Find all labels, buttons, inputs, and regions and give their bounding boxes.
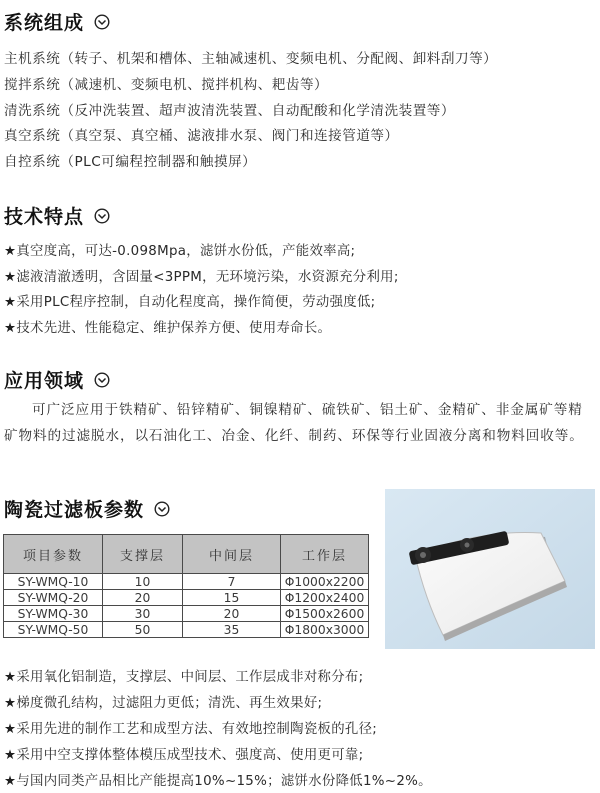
star-icon: ★ <box>4 321 17 336</box>
table-cell: 50 <box>103 622 183 638</box>
table-cell: SY-WMQ-30 <box>4 606 103 622</box>
system-line: 清洗系统（反冲洗装置、超声波清洗装置、自动配酸和化学清洗装置等） <box>4 103 455 119</box>
ceramic-feature: ★采用中空支撑体整体模压成型技术、强度高、使用更可靠; <box>4 748 364 763</box>
tech-item: ★滤液清澈透明，含固量<3PPM，无环境污染，水资源充分利用; <box>4 270 399 285</box>
table-cell: 10 <box>103 574 183 590</box>
section-title-text: 应用领域 <box>4 370 85 392</box>
star-icon: ★ <box>4 722 17 737</box>
star-icon: ★ <box>4 295 17 310</box>
table-cell: 15 <box>183 590 281 606</box>
section-title-system <box>4 8 110 35</box>
table-cell: SY-WMQ-50 <box>4 622 103 638</box>
system-line: 搅拌系统（减速机、变频电机、搅拌机构、耙齿等） <box>4 77 329 93</box>
star-icon: ★ <box>4 270 17 285</box>
star-icon: ★ <box>4 670 17 685</box>
table-cell: 30 <box>103 606 183 622</box>
table-cell: Φ1000x2200 <box>281 574 369 590</box>
table-header-row <box>4 535 369 574</box>
tech-item: ★真空度高，可达-0.098Mpa，滤饼水份低，产能效率高; <box>4 244 356 259</box>
table-cell: Φ1800x3000 <box>281 622 369 638</box>
ceramic-feature: ★采用氧化铝制造，支撑层、中间层、工作层成非对称分布; <box>4 670 364 685</box>
ceramic-filter-plate-image <box>385 489 595 649</box>
section-title-text: 系统组成 <box>4 12 85 34</box>
tech-item: ★技术先进、性能稳定、维护保养方便、使用寿命长。 <box>4 321 332 336</box>
table-header-cell: 项目参数 <box>4 535 103 574</box>
application-paragraph: 可广泛应用于铁精矿、铅锌精矿、铜镍精矿、硫铁矿、铝土矿、金精矿、非金属矿等精矿物料的过滤脱水，以石油化工、冶金、化纤、制药、环保等行业固液分离和物料回收等。 <box>4 402 584 444</box>
table-cell: Φ1200x2400 <box>281 590 369 606</box>
table-cell: 35 <box>183 622 281 638</box>
table-header-cell: 中间层 <box>183 535 281 574</box>
table-row <box>4 574 369 590</box>
star-icon: ★ <box>4 748 17 763</box>
table-row <box>4 622 369 638</box>
star-icon: ★ <box>4 244 17 259</box>
table-cell: 20 <box>103 590 183 606</box>
star-icon: ★ <box>4 696 17 711</box>
table-cell: Φ1500x2600 <box>281 606 369 622</box>
tech-item: ★采用PLC程序控制，自动化程度高，操作简便，劳动强度低; <box>4 295 376 310</box>
system-line: 主机系统（转子、机架和槽体、主轴减速机、变频电机、分配阀、卸料刮刀等） <box>4 51 498 67</box>
table-cell: SY-WMQ-10 <box>4 574 103 590</box>
table-cell: 20 <box>183 606 281 622</box>
clock-arrow-icon <box>94 372 110 388</box>
clock-arrow-icon <box>154 501 170 517</box>
table-row <box>4 590 369 606</box>
section-title-tech <box>4 202 110 229</box>
section-title-text: 陶瓷过滤板参数 <box>4 499 145 521</box>
system-line: 真空系统（真空泵、真空桶、滤液排水泵、阀门和连接管道等） <box>4 128 399 144</box>
table-row <box>4 606 369 622</box>
ceramic-feature: ★采用先进的制作工艺和成型方法、有效地控制陶瓷板的孔径; <box>4 722 378 737</box>
ceramic-feature: ★梯度微孔结构，过滤阻力更低；清洗、再生效果好; <box>4 696 323 711</box>
table-header-cell: 工作层 <box>281 535 369 574</box>
ceramic-feature: ★与国内同类产品相比产能提高10%~15%；滤饼水份降低1%~2%。 <box>4 774 432 789</box>
table-cell: SY-WMQ-20 <box>4 590 103 606</box>
system-line: 自控系统（PLC可编程控制器和触摸屏） <box>4 154 257 170</box>
star-icon: ★ <box>4 774 17 789</box>
section-title-ceramic <box>4 495 170 522</box>
clock-arrow-icon <box>94 208 110 224</box>
clock-arrow-icon <box>94 14 110 30</box>
table-header-cell: 支撑层 <box>103 535 183 574</box>
section-title-text: 技术特点 <box>4 206 85 228</box>
parameter-table <box>3 534 369 638</box>
section-title-application <box>4 366 110 393</box>
table-cell: 7 <box>183 574 281 590</box>
